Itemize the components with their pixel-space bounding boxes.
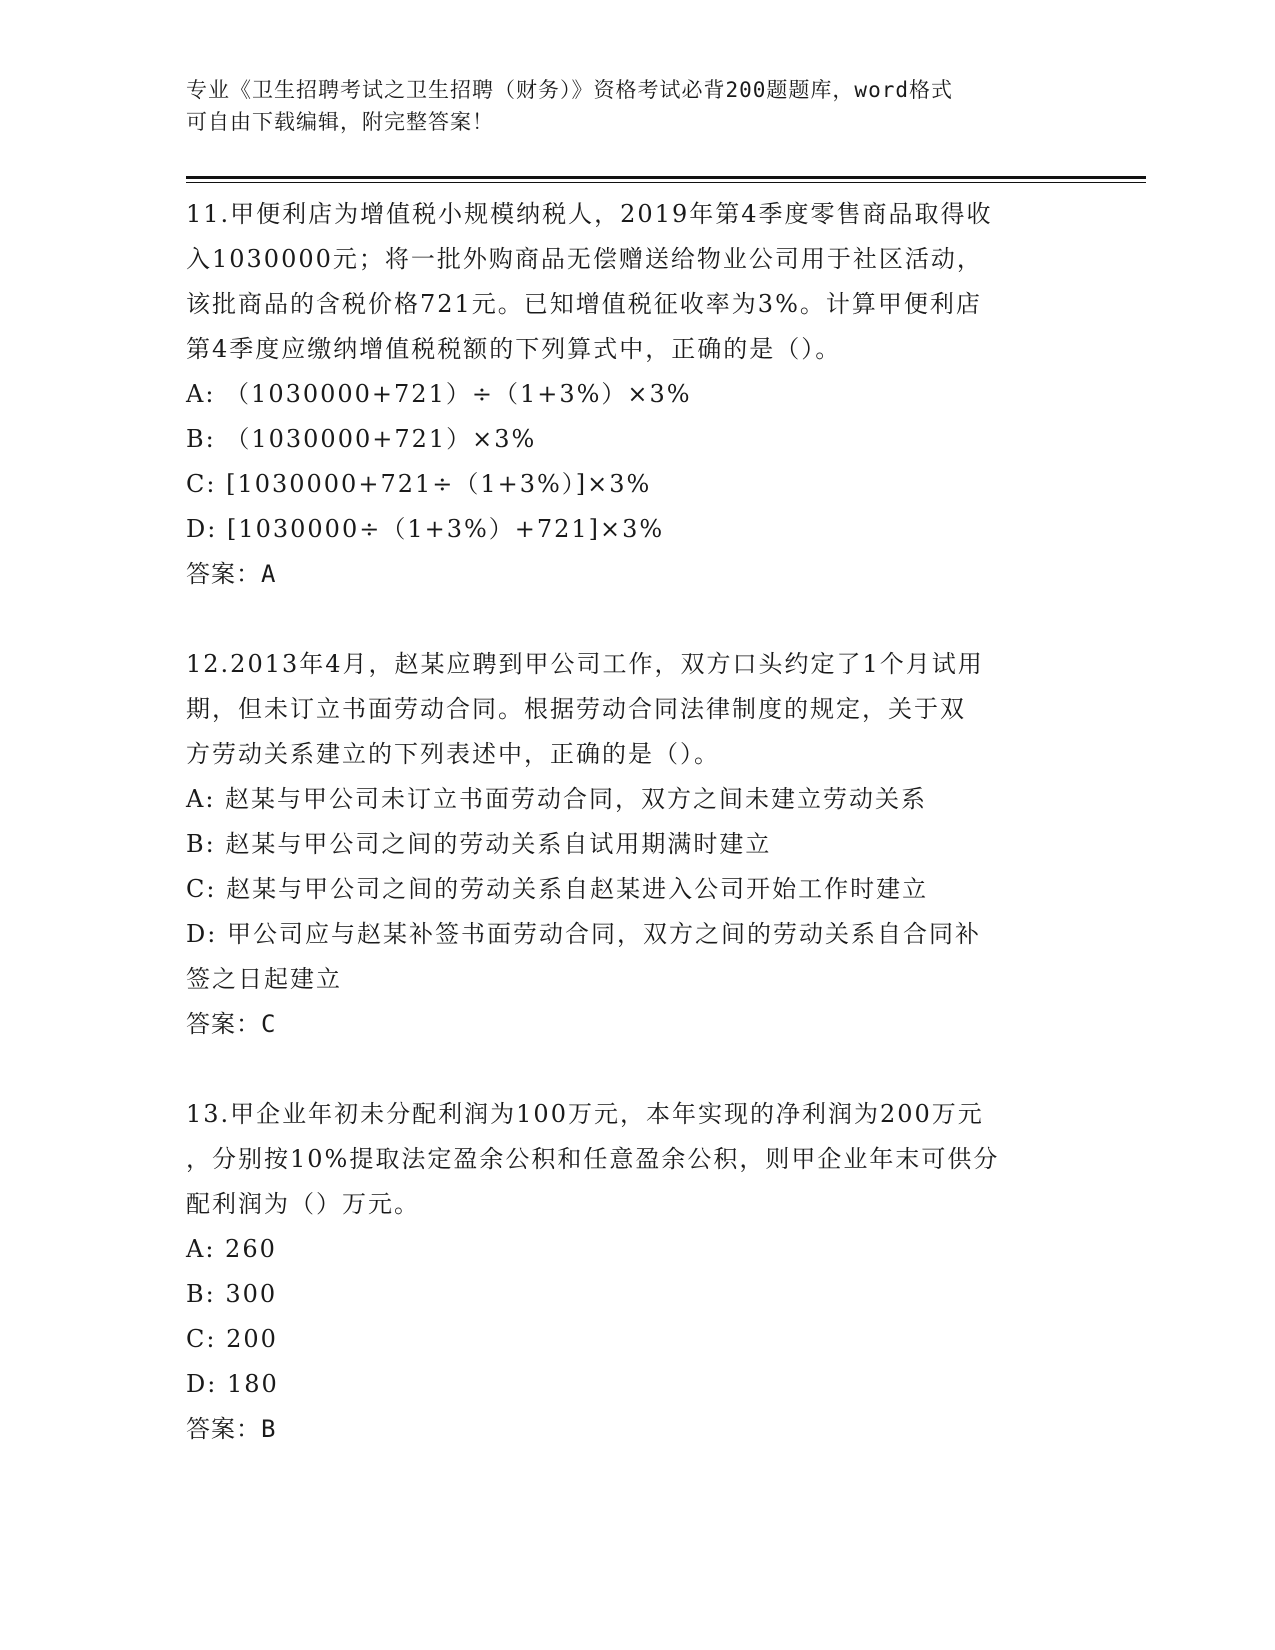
- question-block: [186, 192, 1106, 597]
- question-list: [186, 192, 1106, 1452]
- answer-line: 答案：A: [186, 560, 277, 588]
- option-d: D: 180: [186, 1370, 279, 1398]
- question-text-line: 12.2013年4月，赵某应聘到甲公司工作，双方口头约定了1个月试用: [186, 650, 984, 678]
- question-block: [186, 1092, 1106, 1452]
- option-d: D: 甲公司应与赵某补签书面劳动合同，双方之间的劳动关系自合同补: [186, 920, 981, 948]
- question-text-line: 第4季度应缴纳增值税税额的下列算式中，正确的是（）。: [186, 335, 842, 363]
- document-header: [186, 74, 1066, 138]
- question-text-line: 方劳动关系建立的下列表述中，正确的是（）。: [186, 740, 720, 768]
- header-rule-thin: [186, 182, 1146, 183]
- option-a: A: 赵某与甲公司未订立书面劳动合同，双方之间未建立劳动关系: [186, 785, 928, 813]
- question-spacer: [186, 1047, 1106, 1092]
- option-a: A: 260: [186, 1235, 277, 1263]
- option-b: B: 300: [186, 1280, 278, 1308]
- question-text-line: 该批商品的含税价格721元。已知增值税征收率为3%。计算甲便利店: [186, 290, 982, 318]
- question-block: [186, 642, 1106, 1047]
- header-rule-thick: [186, 176, 1146, 179]
- header-line-2: 可自由下载编辑，附完整答案！: [186, 110, 494, 134]
- option-d: D: [1030000÷（1+3%）+721]×3%: [186, 515, 665, 543]
- option-c: C: 200: [186, 1325, 278, 1353]
- option-c: C: 赵某与甲公司之间的劳动关系自赵某进入公司开始工作时建立: [186, 875, 929, 903]
- option-b: B: 赵某与甲公司之间的劳动关系自试用期满时建立: [186, 830, 772, 858]
- option-c: C: [1030000+721÷（1+3%）]×3%: [186, 470, 652, 498]
- question-text-line: 期，但未订立书面劳动合同。根据劳动合同法律制度的规定，关于双: [186, 695, 966, 723]
- option-b: B: （1030000+721）×3%: [186, 425, 537, 453]
- question-text-line: ，分别按10%提取法定盈余公积和任意盈余公积，则甲企业年末可供分: [186, 1145, 1000, 1173]
- answer-line: 答案：C: [186, 1010, 277, 1038]
- question-spacer: [186, 597, 1106, 642]
- header-line-1: 专业《卫生招聘考试之卫生招聘（财务）》资格考试必背200题题库，word格式: [186, 78, 953, 102]
- option-a: A: （1030000+721）÷（1+3%）×3%: [186, 380, 692, 408]
- question-text-line: 入1030000元；将一批外购商品无偿赠送给物业公司用于社区活动，: [186, 245, 983, 273]
- answer-line: 答案：B: [186, 1415, 277, 1443]
- question-text-line: 配利润为（）万元。: [186, 1190, 420, 1218]
- option-d-continued: 签之日起建立: [186, 965, 342, 993]
- question-text-line: 13.甲企业年初未分配利润为100万元，本年实现的净利润为200万元: [186, 1100, 984, 1128]
- question-text-line: 11.甲便利店为增值税小规模纳税人，2019年第4季度零售商品取得收: [186, 200, 993, 228]
